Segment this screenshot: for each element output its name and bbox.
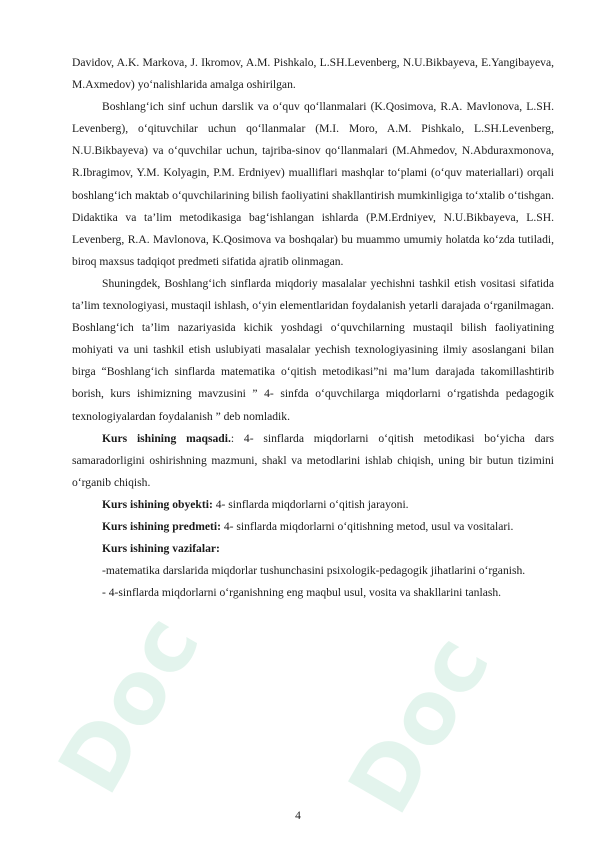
page-number: 4 xyxy=(295,810,301,822)
paragraph-lead: Kurs ishining maqsadi. xyxy=(102,431,231,445)
watermark: Doc xyxy=(40,597,221,810)
list-item: -matematika darslarida miqdorlar tushunchasini psixologik-pedagogik jihatlarini o‘rganish. xyxy=(102,564,526,578)
paragraph: Davidov, A.K. Markova, J. Ikromov, A.M. Pishkalo, L.SH.Levenberg, N.U.Bikbayeva, E.Yangibayeva, M.Axmedov) yo‘nalishlarida amalga oshirilgan. xyxy=(72,56,554,92)
paragraph-object: Kurs ishining obyekti: 4- sinflarda miqdorlarni o‘qitish jarayoni. xyxy=(102,497,409,511)
list-item: - 4-sinflarda miqdorlarni o‘rganishning eng maqbul usul, vosita va shakllarini tanlash. xyxy=(102,586,502,600)
paragraph: Boshlang‘ich sinf uchun darslik va o‘quv qo‘llanmalari (K.Qosimova, R.A. Mavlonova, L.SH. Levenberg), o‘qituvchilar uchun qo‘llanmalar (M.I. Moro, A.M. Pishkalo, L.SH.Levenberg, N.U.Bikbayeva) va o‘quvchilar uchun, tajriba-sinov qo‘llanmalari (M.Ahmedov, N.Abduraxmonova, R.Ibragimov, Y.M. Kolyagin, P.M. Erdniyev) mualliflari mashqlar to‘plami (o‘quv materiallari) orqali boshlang‘ich maktab o‘quvchilarining bilish faoliyatini shakllantirish mumkinligiga to‘xtalib o‘tishgan. Didaktika va ta’lim metodikasiga bag‘ishlangan ishlarda (P.M.Erdniyev, N.U.Bikbayeva, L.SH. Levenberg, R.A. Mavlonova, K.Qosimova va boshqalar) bu muammo umumiy holatda ko‘zda tutiladi, biroq maxsus tadqiqot predmeti sifatida ajratib olinmagan. xyxy=(72,100,554,268)
paragraph-lead: Kurs ishining obyekti: xyxy=(102,497,213,511)
paragraph-subject: Kurs ishining predmeti: 4- sinflarda miqdorlarni o‘qitishning metod, usul va vositalari. xyxy=(102,519,514,533)
paragraph: Shuningdek, Boshlang‘ich sinflarda miqdoriy masalalar yechishni tashkil etish vositasi sifatida ta’lim texnologiyasi, mustaqil ishlash, o‘yin elementlaridan foydalanish yetarli darajada o‘rganilmagan. Boshlang‘ich ta’lim nazariyasida kichik yoshdagi o‘quvchilarning mustaqil bilish faoliyatining mohiyati va uni tashkil etish uslubiyati masalalar yechish texnologiyasining ilmiy asoslangani bilan birga “Boshlang‘ich sinflarda matematika o‘qitish metodikasi”ni ma’lum darajada takomillashtirib borish, kurs ishimizning mavzusini ” 4- sinfda o‘quvchilarga miqdorlarni o‘rgatishda pedagogik texnologiyalardan foydalanish ” deb nomladik. xyxy=(72,276,554,423)
watermark: Doc xyxy=(330,617,511,830)
paragraph-lead: Kurs ishining vazifalar: xyxy=(102,542,220,556)
paragraph-tasks-heading xyxy=(72,538,554,560)
paragraph-goal: Kurs ishining maqsadi.: 4- sinflarda miqdorlarni o‘qitish metodikasi bo‘yicha dars samaradorligini oshirishning mazmuni, shakl va metodlarini ishlab chiqish, uning bir butun tizimini o‘rganib chiqish. xyxy=(72,431,554,489)
body-text xyxy=(72,52,554,604)
paragraph-lead: Kurs ishining predmeti: xyxy=(102,519,221,533)
